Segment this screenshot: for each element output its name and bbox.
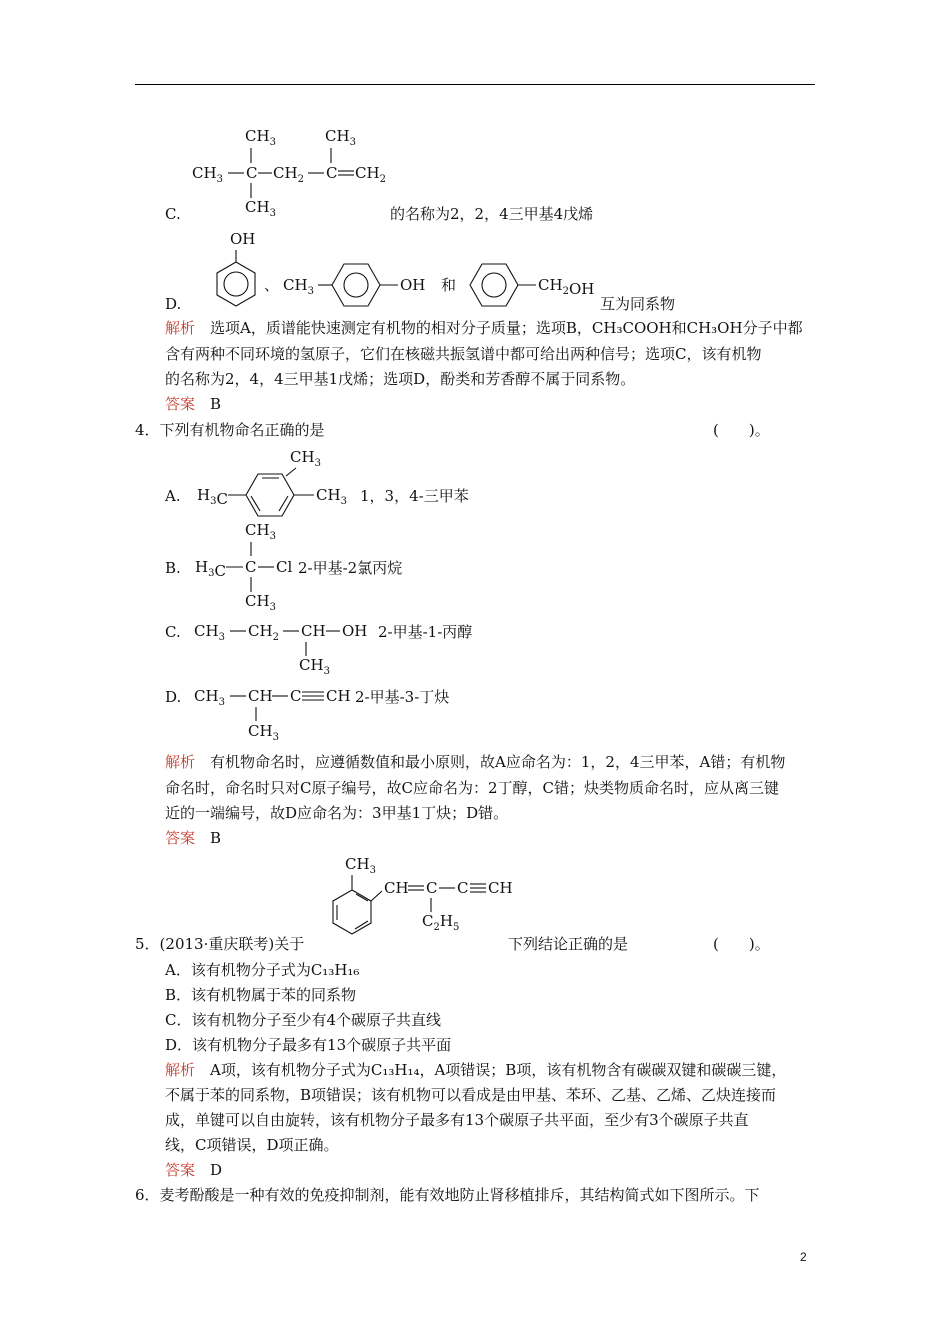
svg-text:CH: CH [301, 622, 326, 640]
svg-text:C: C [246, 164, 258, 182]
svg-text:C: C [290, 687, 302, 705]
q4-optD-label: D. [165, 688, 182, 706]
analysis-text: A项，该有机物分子式为C₁₃H₁₄，A项错误；B项，该有机物含有碳碳双键和碳碳三键， [210, 1061, 787, 1079]
q4-analysis-line2: 命名时，命名时只对C原子编号，故C应命名为：2丁醇，C错；炔类物质命名时，应从离三键 [165, 779, 779, 797]
svg-text:C: C [426, 879, 438, 897]
q4-optC-label: C. [165, 623, 181, 641]
answer-label: 答案 [165, 1161, 196, 1179]
q3-optC-label: C. [165, 205, 181, 223]
svg-text:CH3: $CH_3$ [290, 448, 321, 469]
svg-text:CH3: $CH_3$ [299, 656, 330, 677]
q5-optA: A．该有机物分子式为C₁₃H₁₆ [165, 961, 360, 979]
q6-stem: 6．麦考酚酸是一种有效的免疫抑制剂，能有效地防止肾移植排斥，其结构简式如下图所示。下 [135, 1186, 760, 1204]
q5-stem-prefix: 5．(2013·重庆联考)关于 [135, 935, 305, 953]
q5-analysis-line3: 成，单键可以自由旋转，该有机物分子最多有13个碳原子共平面，至少有3个碳原子共直 [165, 1111, 749, 1129]
svg-text:Cl: Cl [276, 558, 293, 576]
q4-optA-label: A. [165, 487, 181, 505]
q4-stem: 4．下列有机物命名正确的是 [135, 421, 325, 439]
q3-optD-sep: 、 [264, 276, 280, 294]
svg-text:CH3: $CH_3$ [248, 722, 279, 743]
q3-optC-text: 的名称为2，2，4三甲基4戊烯 [390, 205, 594, 223]
q5-analysis-line4: 线，C项错误，D项正确。 [165, 1136, 339, 1154]
svg-text:OH: OH [400, 276, 426, 294]
svg-text:CH3: $CH_3$ [194, 622, 225, 643]
q5-analysis-line2: 不属于苯的同系物，B项错误；该有机物可以看成是由甲基、苯环、乙基、乙烯、乙炔连接而 [165, 1086, 777, 1104]
svg-text:CH2: $CH_2$ [273, 164, 304, 185]
svg-text:H3C: $H_3C$ [195, 558, 226, 580]
svg-text:C2H5: $C_2H_5$ [422, 912, 460, 933]
q5-optB: B．该有机物属于苯的同系物 [165, 986, 357, 1004]
q4-optC-name: 2-甲基-1-丙醇 [378, 623, 473, 641]
q3-optD-label: D. [165, 295, 182, 313]
q4-analysis-line3: 近的一端编号，故D应命名为：3甲基1丁炔；D错。 [165, 804, 509, 822]
svg-text:C: C [457, 879, 469, 897]
svg-text:CH3: $CH_3$ [245, 127, 276, 148]
svg-text:CH: CH [248, 687, 273, 705]
svg-text:CH3: $CH_3$ [345, 855, 376, 876]
q3-optD-text: 互为同系物 [600, 295, 676, 313]
q4-bracket: ( )。 [713, 421, 770, 439]
analysis-label: 解析 [165, 319, 196, 337]
answer-label: 答案 [165, 829, 196, 847]
svg-text:CH: CH [488, 879, 513, 897]
answer-value: D [210, 1161, 223, 1179]
q4-optB-name: 2-甲基-2氯丙烷 [298, 559, 403, 577]
answer-value: B [210, 829, 222, 847]
svg-text:CH3: $CH_3$ [316, 486, 347, 507]
svg-text:CH3: $CH_3$ [245, 521, 276, 542]
q4-optA-name: 1，3，4-三甲苯 [360, 487, 469, 505]
svg-text:CH3: $CH_3$ [325, 127, 356, 148]
svg-text:CH2OH: $CH_2OH$ [538, 276, 595, 298]
svg-text:CH3: $CH_3$ [245, 198, 276, 219]
svg-text:H3C: $H_3C$ [197, 486, 228, 508]
page-number: 2 [800, 1250, 807, 1264]
svg-text:CH: CH [326, 687, 351, 705]
svg-text:CH2: $CH_2$ [248, 622, 279, 643]
q3-analysis-line3: 的名称为2，4，4三甲基1戊烯；选项D，酚类和芳香醇不属于同系物。 [165, 370, 636, 388]
q5-answer [165, 1160, 222, 1180]
svg-text:CH: CH [384, 879, 409, 897]
svg-text:CH3: $CH_3$ [194, 687, 225, 708]
svg-text:OH: OH [342, 622, 368, 640]
q4-optB-label: B. [165, 559, 181, 577]
svg-text:CH2: $CH_2$ [355, 164, 386, 185]
svg-text:OH: OH [230, 230, 256, 248]
analysis-label: 解析 [165, 1061, 196, 1079]
q4-optD-name: 2-甲基-3-丁炔 [355, 688, 450, 706]
analysis-text: 选项A，质谱能快速测定有机物的相对分子质量；选项B，CH₃COOH和CH₃OH分子中都 [210, 319, 803, 337]
q5-analysis-line1 [165, 1060, 786, 1080]
q5-stem-suffix: 下列结论正确的是 [508, 935, 629, 953]
analysis-text: 有机物命名时，应遵循数值和最小原则，故A应命名为：1，2，4三甲苯，A错；有机物 [210, 753, 786, 771]
svg-text:C: C [326, 164, 338, 182]
q5-optD: D．该有机物分子最多有13个碳原子共平面 [165, 1036, 452, 1054]
q3-optD-and: 和 [441, 276, 457, 294]
svg-text:C: C [245, 558, 257, 576]
svg-text:CH3: $CH_3$ [192, 164, 223, 185]
q5-optC: C．该有机物分子至少有4个碳原子共直线 [165, 1011, 442, 1029]
svg-text:CH3: $CH_3$ [283, 276, 314, 297]
q3-analysis-line2: 含有两种不同环境的氢原子，它们在核磁共振氢谱中都可给出两种信号；选项C，该有机物 [165, 345, 762, 363]
analysis-label: 解析 [165, 753, 196, 771]
svg-text:CH3: $CH_3$ [245, 592, 276, 613]
answer-value: B [210, 395, 222, 413]
answer-label: 答案 [165, 395, 196, 413]
q5-bracket: ( )。 [713, 935, 770, 953]
